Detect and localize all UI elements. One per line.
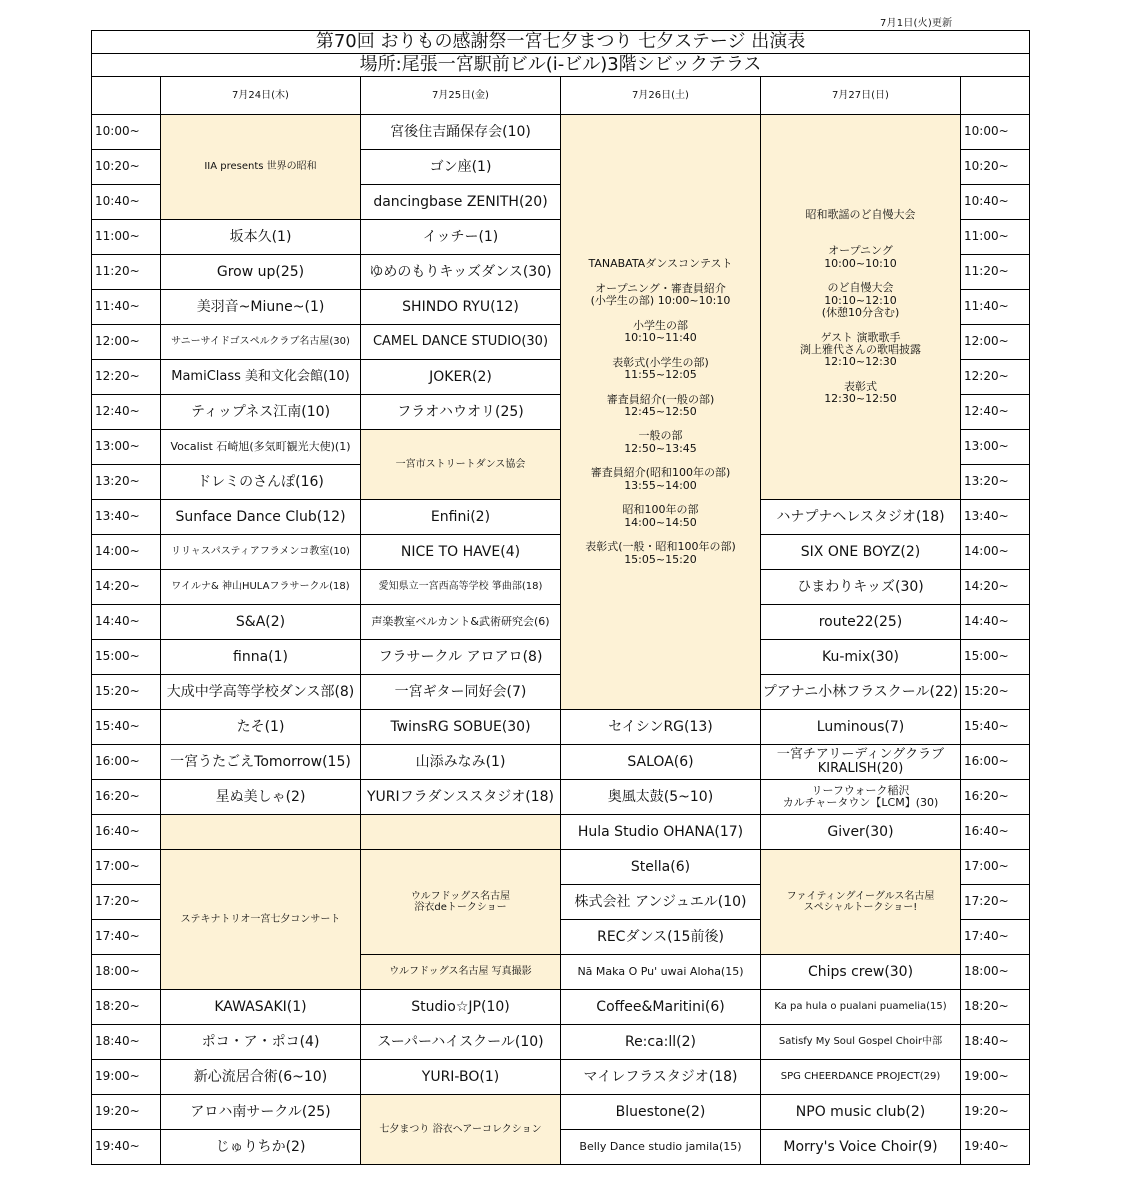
time-cell: 15:40~ bbox=[961, 710, 1030, 745]
program-cell: マイレフラスタジオ(18) bbox=[561, 1060, 761, 1095]
program-cell: Sunface Dance Club(12) bbox=[161, 500, 361, 535]
time-cell: 17:40~ bbox=[92, 920, 161, 955]
program-cell: 七夕まつり 浴衣ヘアーコレクション bbox=[361, 1095, 561, 1165]
program-cell: Grow up(25) bbox=[161, 255, 361, 290]
time-cell: 16:00~ bbox=[961, 745, 1030, 780]
time-cell: 12:40~ bbox=[961, 395, 1030, 430]
empty-cell bbox=[361, 815, 561, 850]
program-cell: 新心流居合術(6~10) bbox=[161, 1060, 361, 1095]
time-cell: 11:00~ bbox=[961, 220, 1030, 255]
time-cell: 14:20~ bbox=[961, 570, 1030, 605]
time-cell: 18:20~ bbox=[92, 990, 161, 1025]
time-cell: 13:00~ bbox=[92, 430, 161, 465]
program-cell: CAMEL DANCE STUDIO(30) bbox=[361, 325, 561, 360]
time-cell: 13:20~ bbox=[961, 465, 1030, 500]
time-cell: 13:40~ bbox=[92, 500, 161, 535]
time-cell: 16:20~ bbox=[92, 780, 161, 815]
program-cell: KAWASAKI(1) bbox=[161, 990, 361, 1025]
program-cell: RECダンス(15前後) bbox=[561, 920, 761, 955]
event-title: 第70回 おりもの感謝祭一宮七夕まつり 七夕ステージ 出演表 bbox=[92, 31, 1030, 54]
program-cell: ひまわりキッズ(30) bbox=[761, 570, 961, 605]
time-cell: 15:20~ bbox=[961, 675, 1030, 710]
program-cell: Bluestone(2) bbox=[561, 1095, 761, 1130]
day-header-26: 7月26日(土) bbox=[561, 77, 761, 115]
program-cell: ティップネス江南(10) bbox=[161, 395, 361, 430]
time-cell: 15:20~ bbox=[92, 675, 161, 710]
time-cell: 19:20~ bbox=[961, 1095, 1030, 1130]
program-cell: Studio☆JP(10) bbox=[361, 990, 561, 1025]
time-cell: 11:20~ bbox=[961, 255, 1030, 290]
time-cell: 17:40~ bbox=[961, 920, 1030, 955]
time-cell: 19:00~ bbox=[92, 1060, 161, 1095]
program-cell: ゆめのもりキッズダンス(30) bbox=[361, 255, 561, 290]
program-cell: Ku-mix(30) bbox=[761, 640, 961, 675]
program-cell: ファイティングイーグルス名古屋 スペシャルトークショー! bbox=[761, 850, 961, 955]
program-cell: finna(1) bbox=[161, 640, 361, 675]
program-cell: MamiClass 美和文化会館(10) bbox=[161, 360, 361, 395]
time-cell: 12:20~ bbox=[961, 360, 1030, 395]
program-cell: たそ(1) bbox=[161, 710, 361, 745]
time-cell: 17:00~ bbox=[92, 850, 161, 885]
time-cell: 10:20~ bbox=[92, 150, 161, 185]
time-cell: 16:40~ bbox=[961, 815, 1030, 850]
day-header-25: 7月25日(金) bbox=[361, 77, 561, 115]
time-cell: 19:00~ bbox=[961, 1060, 1030, 1095]
program-cell: Vocalist 石崎旭(多気町観光大使)(1) bbox=[161, 430, 361, 465]
time-cell: 11:40~ bbox=[92, 290, 161, 325]
time-cell: 14:00~ bbox=[961, 535, 1030, 570]
program-cell: JOKER(2) bbox=[361, 360, 561, 395]
header-blank-right bbox=[961, 77, 1030, 115]
program-cell: Luminous(7) bbox=[761, 710, 961, 745]
update-date: 7月1日(火)更新 bbox=[880, 18, 953, 29]
program-cell: 株式会社 アンジュエル(10) bbox=[561, 885, 761, 920]
program-cell: Ka pa hula o pualani puamelia(15) bbox=[761, 990, 961, 1025]
time-cell: 14:40~ bbox=[961, 605, 1030, 640]
time-cell: 17:20~ bbox=[92, 885, 161, 920]
program-cell: SIX ONE BOYZ(2) bbox=[761, 535, 961, 570]
empty-cell bbox=[161, 815, 361, 850]
program-cell: 宮後住吉踊保存会(10) bbox=[361, 115, 561, 150]
program-cell: 星ぬ美しゃ(2) bbox=[161, 780, 361, 815]
program-cell: YURI-BO(1) bbox=[361, 1060, 561, 1095]
time-cell: 12:00~ bbox=[92, 325, 161, 360]
time-cell: 18:40~ bbox=[961, 1025, 1030, 1060]
time-cell: 14:20~ bbox=[92, 570, 161, 605]
program-cell: フラオハウオリ(25) bbox=[361, 395, 561, 430]
program-cell: フラサークル アロアロ(8) bbox=[361, 640, 561, 675]
time-cell: 18:20~ bbox=[961, 990, 1030, 1025]
program-cell: Enfini(2) bbox=[361, 500, 561, 535]
time-cell: 19:20~ bbox=[92, 1095, 161, 1130]
time-cell: 15:40~ bbox=[92, 710, 161, 745]
program-cell: セイシンRG(13) bbox=[561, 710, 761, 745]
program-cell: Giver(30) bbox=[761, 815, 961, 850]
time-cell: 13:40~ bbox=[961, 500, 1030, 535]
time-cell: 12:20~ bbox=[92, 360, 161, 395]
program-cell: Belly Dance studio jamila(15) bbox=[561, 1130, 761, 1165]
dance-contest-block: TANABATAダンスコンテスト オープニング・審査員紹介 (小学生の部) 10:00~10:10 小学生の部 10:10~11:40 表彰式(小学生の部) 11:55~12:05 審査員紹介(一般の部) 12:45~12:50 一般の部 12:50~13:45 審査員紹介(昭和100年の部) 13:55~14:00 昭和100年の部 14:00~14:50 表彰式(一般・昭和100年の部) 15:05~15:20 bbox=[561, 115, 761, 710]
program-cell: ポコ・ア・ポコ(4) bbox=[161, 1025, 361, 1060]
time-cell: 17:20~ bbox=[961, 885, 1030, 920]
time-cell: 18:00~ bbox=[92, 955, 161, 990]
time-cell: 10:40~ bbox=[92, 185, 161, 220]
time-cell: 10:40~ bbox=[961, 185, 1030, 220]
time-cell: 12:00~ bbox=[961, 325, 1030, 360]
program-cell: ウルフドッグス名古屋 写真撮影 bbox=[361, 955, 561, 990]
program-cell: ステキナトリオ一宮七夕コンサート bbox=[161, 850, 361, 990]
time-cell: 16:20~ bbox=[961, 780, 1030, 815]
performance-schedule-table bbox=[91, 30, 1030, 1165]
day-header-27: 7月27日(日) bbox=[761, 77, 961, 115]
time-cell: 15:00~ bbox=[961, 640, 1030, 675]
program-cell: 山添みなみ(1) bbox=[361, 745, 561, 780]
program-cell: 一宮うたごえTomorrow(15) bbox=[161, 745, 361, 780]
program-cell: IIA presents 世界の昭和 bbox=[161, 115, 361, 220]
program-cell: 愛知県立一宮西高等学校 箏曲部(18) bbox=[361, 570, 561, 605]
program-cell: 坂本久(1) bbox=[161, 220, 361, 255]
time-cell: 10:00~ bbox=[961, 115, 1030, 150]
time-cell: 16:00~ bbox=[92, 745, 161, 780]
program-cell: S&A(2) bbox=[161, 605, 361, 640]
program-cell: ウルフドッグス名古屋 浴衣deトークショー bbox=[361, 850, 561, 955]
time-cell: 13:20~ bbox=[92, 465, 161, 500]
program-cell: 奥風太鼓(5~10) bbox=[561, 780, 761, 815]
program-cell: Hula Studio OHANA(17) bbox=[561, 815, 761, 850]
header-blank-left bbox=[92, 77, 161, 115]
time-cell: 10:20~ bbox=[961, 150, 1030, 185]
program-cell: Chips crew(30) bbox=[761, 955, 961, 990]
program-cell: 一宮ギター同好会(7) bbox=[361, 675, 561, 710]
program-cell: 大成中学高等学校ダンス部(8) bbox=[161, 675, 361, 710]
program-cell: Stella(6) bbox=[561, 850, 761, 885]
program-cell: Nā Maka O Pu' uwai Aloha(15) bbox=[561, 955, 761, 990]
time-cell: 10:00~ bbox=[92, 115, 161, 150]
program-cell: Re:ca:ll(2) bbox=[561, 1025, 761, 1060]
program-cell: 一宮チアリーディングクラブ KIRALISH(20) bbox=[761, 745, 961, 780]
program-cell: ドレミのさんぽ(16) bbox=[161, 465, 361, 500]
program-cell: SHINDO RYU(12) bbox=[361, 290, 561, 325]
time-cell: 11:40~ bbox=[961, 290, 1030, 325]
program-cell: Morry's Voice Choir(9) bbox=[761, 1130, 961, 1165]
program-cell: 一宮市ストリートダンス協会 bbox=[361, 430, 561, 500]
time-cell: 18:00~ bbox=[961, 955, 1030, 990]
time-cell: 12:40~ bbox=[92, 395, 161, 430]
program-cell: SPG CHEERDANCE PROJECT(29) bbox=[761, 1060, 961, 1095]
time-cell: 14:40~ bbox=[92, 605, 161, 640]
time-cell: 11:20~ bbox=[92, 255, 161, 290]
karaoke-contest-block: 昭和歌謡のど自慢大会 オープニング 10:00~10:10 のど自慢大会 10:10~12:10 (休憩10分含む) ゲスト 演歌歌手 渕上雅代さんの歌唱披露 12:10~12:30 表彰式 12:30~12:50 bbox=[761, 115, 961, 500]
program-cell: ゴン座(1) bbox=[361, 150, 561, 185]
program-cell: YURIフラダンススタジオ(18) bbox=[361, 780, 561, 815]
program-cell: TwinsRG SOBUE(30) bbox=[361, 710, 561, 745]
time-cell: 18:40~ bbox=[92, 1025, 161, 1060]
program-cell: 美羽音~Miune~(1) bbox=[161, 290, 361, 325]
program-cell: NICE TO HAVE(4) bbox=[361, 535, 561, 570]
time-cell: 16:40~ bbox=[92, 815, 161, 850]
program-cell: dancingbase ZENITH(20) bbox=[361, 185, 561, 220]
venue-title: 場所:尾張一宮駅前ビル(i-ビル)3階シビックテラス bbox=[92, 54, 1030, 77]
program-cell: プアナニ小林フラスクール(22) bbox=[761, 675, 961, 710]
program-cell: ワイルナ& 神山HULAフラサークル(18) bbox=[161, 570, 361, 605]
time-cell: 15:00~ bbox=[92, 640, 161, 675]
time-cell: 13:00~ bbox=[961, 430, 1030, 465]
time-cell: 19:40~ bbox=[961, 1130, 1030, 1165]
program-cell: route22(25) bbox=[761, 605, 961, 640]
program-cell: じゅりちか(2) bbox=[161, 1130, 361, 1165]
program-cell: SALOA(6) bbox=[561, 745, 761, 780]
program-cell: リーフウォーク稲沢 カルチャータウン【LCM】(30) bbox=[761, 780, 961, 815]
program-cell: NPO music club(2) bbox=[761, 1095, 961, 1130]
program-cell: サニーサイドゴスペルクラブ名古屋(30) bbox=[161, 325, 361, 360]
time-cell: 14:00~ bbox=[92, 535, 161, 570]
program-cell: リリャスパスティアフラメンコ教室(10) bbox=[161, 535, 361, 570]
program-cell: 声楽教室ベルカント&武術研究会(6) bbox=[361, 605, 561, 640]
program-cell: スーパーハイスクール(10) bbox=[361, 1025, 561, 1060]
program-cell: Satisfy My Soul Gospel Choir中部 bbox=[761, 1025, 961, 1060]
time-cell: 17:00~ bbox=[961, 850, 1030, 885]
program-cell: Coffee&Maritini(6) bbox=[561, 990, 761, 1025]
program-cell: ハナプナヘレスタジオ(18) bbox=[761, 500, 961, 535]
program-cell: イッチー(1) bbox=[361, 220, 561, 255]
time-cell: 19:40~ bbox=[92, 1130, 161, 1165]
time-cell: 11:00~ bbox=[92, 220, 161, 255]
program-cell: アロハ南サークル(25) bbox=[161, 1095, 361, 1130]
day-header-24: 7月24日(木) bbox=[161, 77, 361, 115]
